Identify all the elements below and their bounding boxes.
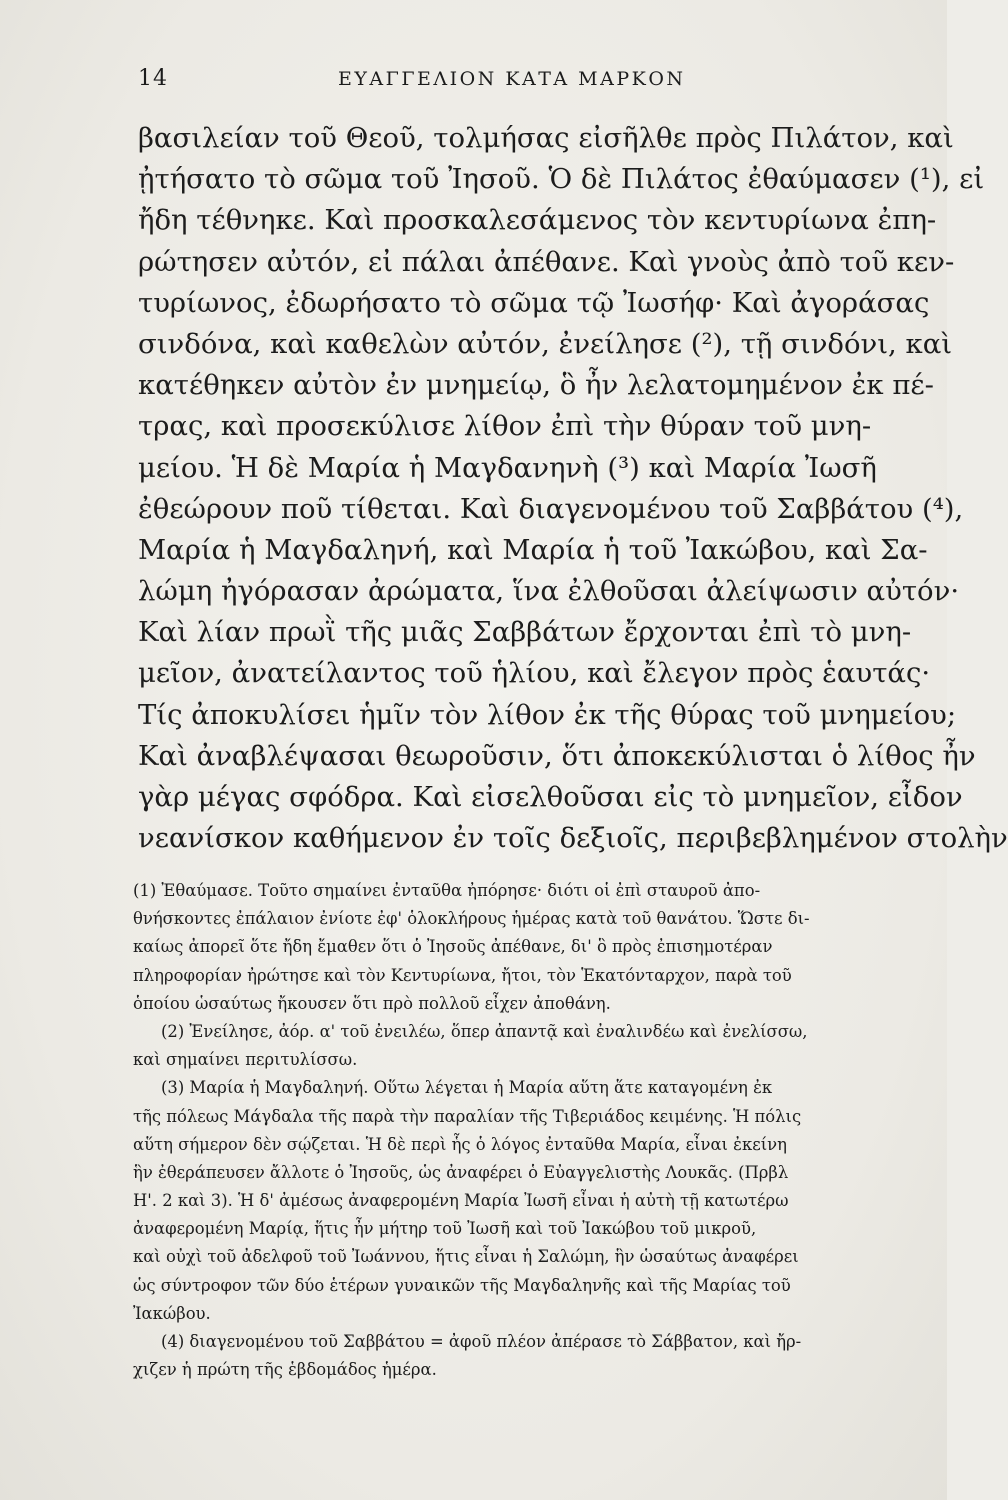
text-line: Καὶ λίαν πρωῒ τῆς μιᾶς Σαββάτων ἔρχονται ἐπὶ τὸ μνη-: [138, 616, 912, 649]
footnote-line: καίως ἀπορεῖ ὅτε ἤδη ἔμαθεν ὅτι ὁ Ἰησοῦς ἀπέθανε, δι' ὃ πρὸς ἐπισημοτέραν: [133, 937, 773, 957]
text-line: ᾐτήσατο τὸ σῶμα τοῦ Ἰησοῦ. Ὁ δὲ Πιλάτος ἐθαύμασεν (¹), εἰ: [138, 163, 985, 196]
footnotes: [133, 877, 895, 1384]
footnote-line: θνήσκοντες ἐπάλαιον ἐνίοτε ἐφ' ὁλοκλήρους ἡμέρας κατὰ τοῦ θανάτου. Ὥστε δι-: [133, 909, 810, 929]
footnote-line: Η'. 2 καὶ 3). Ἡ δ' ἀμέσως ἀναφερομένη Μαρία Ἰωσῆ εἶναι ἡ αὐτὴ τῇ κατωτέρω: [133, 1191, 789, 1211]
text-line: τρας, καὶ προσεκύλισε λίθον ἐπὶ τὴν θύραν τοῦ μνη-: [138, 410, 872, 443]
footnote-line: Ἰακώβου.: [133, 1303, 211, 1323]
footnote-line: (1) Ἐθαύμασε. Τοῦτο σημαίνει ἐνταῦθα ἠπόρησε· διότι οἱ ἐπὶ σταυροῦ ἀπο-: [133, 881, 761, 900]
text-line: ρώτησεν αὐτόν, εἰ πάλαι ἀπέθανε. Καὶ γνοὺς ἀπὸ τοῦ κεν-: [138, 245, 955, 278]
text-line: μεῖον, ἀνατείλαντος τοῦ ἡλίου, καὶ ἔλεγον πρὸς ἑαυτάς·: [138, 657, 931, 690]
footnote-line: (2) Ἐνείλησε, ἀόρ. α' τοῦ ἐνειλέω, ὅπερ ἀπαντᾷ καὶ ἐναλινδέω καὶ ἐνελίσσω,: [161, 1021, 808, 1041]
footnote-line: ἀναφερομένη Μαρίᾳ, ἥτις ἦν μήτηρ τοῦ Ἰωσῆ καὶ τοῦ Ἰακώβου τοῦ μικροῦ,: [133, 1219, 757, 1239]
footnote-line: πληροφορίαν ἠρώτησε καὶ τὸν Κεντυρίωνα, ἤτοι, τὸν Ἑκατόνταρχον, παρὰ τοῦ: [133, 965, 792, 985]
text-line: τυρίωνος, ἐδωρήσατο τὸ σῶμα τῷ Ἰωσήφ· Καὶ ἀγοράσας: [138, 286, 930, 319]
text-line: γὰρ μέγας σφόδρα. Καὶ εἰσελθοῦσαι εἰς τὸ μνημεῖον, εἶδον: [138, 781, 963, 813]
footnote-line: (3) Μαρία ἡ Μαγδαληνή. Οὕτω λέγεται ἡ Μαρία αὕτη ἅτε καταγομένη ἐκ: [161, 1078, 773, 1098]
text-line: Καὶ ἀναβλέψασαι θεωροῦσιν, ὅτι ἀποκεκύλισται ὁ λίθος ἦν: [138, 739, 976, 772]
running-title: ΕΥΑΓΓΕΛΙΟΝ ΚΑΤΑ ΜΑΡΚΟΝ: [338, 68, 686, 90]
text-line: Τίς ἀποκυλίσει ἡμῖν τὸν λίθον ἐκ τῆς θύρας τοῦ μνημείου;: [138, 698, 957, 731]
text-line: ἐθεώρουν ποῦ τίθεται. Καὶ διαγενομένου τοῦ Σαββάτου (⁴),: [138, 492, 964, 525]
footnote-line: αὕτη σήμερον δὲν σῴζεται. Ἡ δὲ περὶ ἧς ὁ λόγος ἐνταῦθα Μαρία, εἶναι ἐκείνη: [133, 1134, 787, 1154]
text-line: Μαρία ἡ Μαγδαληνή, καὶ Μαρία ἡ τοῦ Ἰακώβου, καὶ Σα-: [138, 533, 928, 566]
footnote-line: καὶ οὐχὶ τοῦ ἀδελφοῦ τοῦ Ἰωάννου, ἥτις εἶναι ἡ Σαλώμη, ἣν ὡσαύτως ἀναφέρει: [133, 1247, 799, 1267]
footnote-line: τῆς πόλεως Μάγδαλα τῆς παρὰ τὴν παραλίαν τῆς Τιβεριάδος κειμένης. Ἡ πόλις: [133, 1106, 802, 1126]
text-line: λώμη ἠγόρασαν ἀρώματα, ἵνα ἐλθοῦσαι ἀλείψωσιν αὐτόν·: [138, 575, 960, 608]
text-line: βασιλείαν τοῦ Θεοῦ, τολμήσας εἰσῆλθε πρὸς Πιλάτον, καὶ: [138, 122, 954, 154]
main-text: [138, 118, 1008, 859]
footnote-line: καὶ σημαίνει περιτυλίσσω.: [133, 1050, 358, 1070]
footnote-line: (4) διαγενομένου τοῦ Σαββάτου = ἀφοῦ πλέον ἀπέρασε τὸ Σάββατον, καὶ ἤρ-: [161, 1332, 802, 1351]
footnote-line: ὁποίου ὡσαύτως ἤκουσεν ὅτι πρὸ πολλοῦ εἶχεν ἀποθάνη.: [133, 993, 611, 1013]
footnote-line: ὡς σύντροφον τῶν δύο ἑτέρων γυναικῶν τῆς Μαγδαληνῆς καὶ τῆς Μαρίας τοῦ: [133, 1275, 791, 1295]
text-line: νεανίσκον καθήμενον ἐν τοῖς δεξιοῖς, περιβεβλημένον στολὴν: [138, 822, 1008, 855]
footnote-line: ἣν ἐθεράπευσεν ἄλλοτε ὁ Ἰησοῦς, ὡς ἀναφέρει ὁ Εὐαγγελιστὴς Λουκᾶς. (Πρβλ: [133, 1162, 789, 1182]
page-number: 14: [138, 66, 168, 91]
text-line: κατέθηκεν αὐτὸν ἐν μνημείῳ, ὃ ἦν λελατομημένον ἐκ πέ-: [138, 369, 934, 402]
footnote-line: χιζεν ἡ πρώτη τῆς ἑβδομάδος ἡμέρα.: [133, 1360, 437, 1380]
text-line: ἤδη τέθνηκε. Καὶ προσκαλεσάμενος τὸν κεντυρίωνα ἐπη-: [138, 204, 937, 237]
text-line: μείου. Ἡ δὲ Μαρία ἡ Μαγδανηνὴ (³) καὶ Μαρία Ἰωσῆ: [138, 451, 877, 484]
text-line: σινδόνα, καὶ καθελὼν αὐτόν, ἐνείλησε (²), τῇ σινδόνι, καὶ: [138, 327, 953, 360]
running-header: [138, 66, 889, 106]
